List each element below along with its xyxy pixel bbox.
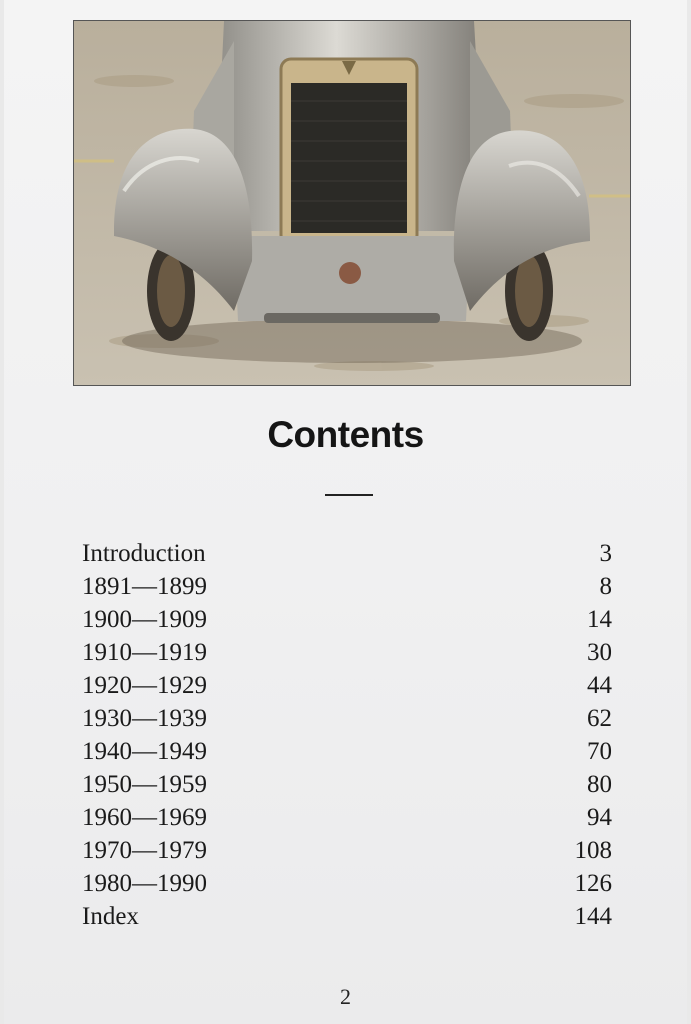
toc-entry-label: Index	[82, 903, 139, 930]
toc-entry[interactable]	[82, 834, 612, 867]
toc-entry-page: 8	[599, 573, 612, 600]
toc-entry[interactable]	[82, 669, 612, 702]
contents-title: Contents	[267, 414, 424, 455]
toc-entry-page: 80	[587, 771, 612, 798]
toc-entry-label: 1980—1990	[82, 870, 207, 897]
toc-entry[interactable]	[82, 570, 612, 603]
page-number: 2	[340, 984, 351, 1009]
toc-entry-label: 1900—1909	[82, 606, 207, 633]
toc-entry[interactable]	[82, 867, 612, 900]
toc-entry-label: 1930—1939	[82, 705, 207, 732]
toc-entry-label: 1970—1979	[82, 837, 207, 864]
toc-entry-page: 94	[587, 804, 612, 831]
toc-entry[interactable]	[82, 900, 612, 933]
toc-entry-label: 1940—1949	[82, 738, 207, 765]
toc-entry[interactable]	[82, 801, 612, 834]
toc-entry-page: 62	[587, 705, 612, 732]
toc-entry-page: 44	[587, 672, 612, 699]
toc-entry[interactable]	[82, 603, 612, 636]
toc-entry[interactable]	[82, 768, 612, 801]
toc-entry[interactable]	[82, 537, 612, 570]
toc-entry-page: 144	[574, 903, 612, 930]
toc-entry-page: 30	[587, 639, 612, 666]
toc-entry-label: 1950—1959	[82, 771, 207, 798]
vintage-car-photo	[73, 20, 631, 386]
toc-entry-page: 70	[587, 738, 612, 765]
toc-entry[interactable]	[82, 735, 612, 768]
toc-entry[interactable]	[82, 702, 612, 735]
toc-entry-page: 3	[599, 540, 612, 567]
toc-entry[interactable]	[82, 636, 612, 669]
table-of-contents	[82, 537, 612, 933]
toc-entry-label: 1920—1929	[82, 672, 207, 699]
title-divider	[325, 494, 373, 496]
toc-entry-label: Introduction	[82, 540, 206, 567]
toc-entry-label: 1910—1919	[82, 639, 207, 666]
toc-entry-page: 108	[574, 837, 612, 864]
toc-entry-page: 14	[587, 606, 612, 633]
toc-entry-label: 1960—1969	[82, 804, 207, 831]
toc-entry-page: 126	[574, 870, 612, 897]
toc-entry-label: 1891—1899	[82, 573, 207, 600]
